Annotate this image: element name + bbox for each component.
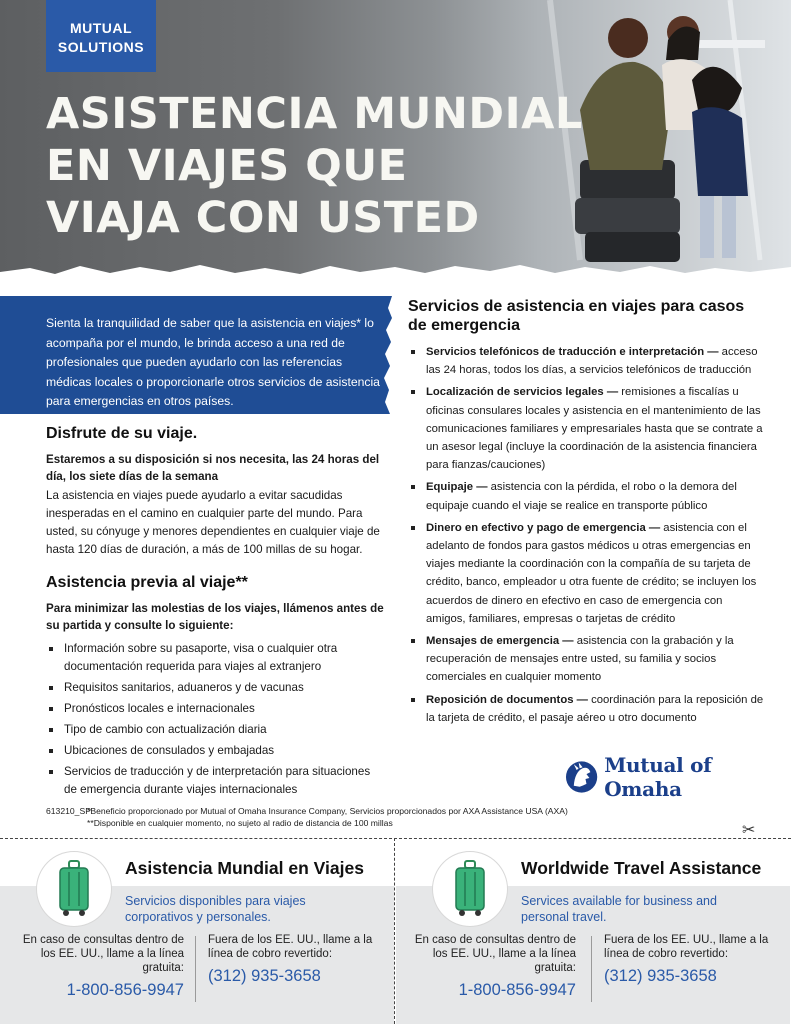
mutual-of-omaha-logo (565, 753, 791, 801)
torn-paper-edge (0, 246, 791, 290)
service-text: remisiones a fiscalías u oficinas consulares locales y asistencia en el mantenimiento de las comunicaciones familiares y empresariales hasta que se contrate a un asesor legal (incluye la coordinación de la asistencia financiera para fianzas/cauciones) (426, 386, 763, 472)
badge-line-1: MUTUAL (69, 20, 133, 36)
intro-text: Sienta la tranquilidad de saber que la asistencia en viajes* lo acompaña por el mundo, le brinda acceso a una red de profesionales que pueden ayudarlo con las referencias médicas locales o proporcionarle otros servicios de asistencia para emergencias en otros países. (46, 316, 380, 408)
list-item (408, 383, 764, 474)
service-term: Dinero en efectivo y pago de emergencia — (426, 521, 661, 534)
service-text: asistencia con el adelanto de fondos para gastos médicos u otras emergencias en viajes mediante la coordinación con la compañía de su tarjeta de crédito, banco, empleador u otra fuente de crédito; se incluyen los acuerdos de dinero en efectivo en caso de emergencia con amigos, familiares, empresas o tarjetas de crédito (426, 521, 757, 625)
scissors-icon: ✂ (742, 822, 756, 839)
service-term: Reposición de documentos — (426, 693, 588, 706)
column-divider (591, 936, 592, 1002)
card-subtitle: Servicios disponibles para viajes corporativos y personales. (125, 894, 306, 924)
wallet-card-english (396, 840, 790, 1024)
suitcase-icon (453, 860, 487, 918)
luggage-badge (433, 852, 507, 926)
card-subtitle: Services available for business and personal travel. (521, 894, 717, 924)
collect-phone[interactable]: (312) 935-3658 (208, 967, 321, 985)
cut-line-horizontal (0, 838, 791, 839)
collect-phone[interactable]: (312) 935-3658 (604, 967, 717, 985)
toll-free-phone[interactable]: 1-800-856-9947 (458, 981, 576, 999)
international-column (208, 933, 388, 983)
pretrip-lead: Para minimizar las molestias de los viajes, llámenos antes de su partida y consulte lo siguiente: (46, 602, 384, 632)
badge-line-2: SOLUTIONS (57, 39, 145, 55)
title-line-3: VIAJA CON USTED (46, 193, 480, 243)
column-divider (195, 936, 196, 1002)
footnotes (46, 805, 568, 829)
pretrip-heading: Asistencia previa al viaje** (46, 574, 248, 591)
list-item (408, 343, 764, 379)
indian-head-logo-icon (565, 760, 598, 794)
wallet-card-spanish (0, 840, 394, 1024)
footnote-2: **Disponible en cualquier momento, no sujeto al radio de distancia de 100 millas (87, 818, 393, 828)
service-text: asistencia con la grabación y la recuperación de mensajes entre usted, su familia y socios comerciales en cualquier momento (426, 635, 734, 684)
suitcase-icon (57, 860, 91, 918)
list-item: Servicios de traducción y de interpretación para situaciones de emergencia durante viajes internacionales (46, 763, 384, 799)
list-item (408, 632, 764, 687)
enjoy-body: La asistencia en viajes puede ayudarlo a evitar sacudidas inesperadas en el camino en cualquier parte del mundo. Para usted, su cónyuge y menores dependientes en cualquier viaje de hasta 120 días de duración, a más de 100 millas de su hogar. (46, 489, 380, 556)
hero-banner (0, 0, 791, 290)
emergency-heading: Servicios de asistencia en viajes para casos de emergencia (408, 298, 745, 334)
international-label: Fuera de los EE. UU., llame a la línea de cobro revertido: (208, 934, 373, 960)
domestic-column (402, 933, 576, 997)
list-item (408, 691, 764, 727)
enjoy-heading: Disfrute de su viaje. (46, 425, 198, 442)
domestic-column (10, 933, 184, 997)
card-title: Worldwide Travel Assistance (521, 858, 762, 878)
form-code: 613210_SP (46, 806, 91, 816)
intro-panel (0, 296, 392, 414)
card-phone-columns (0, 933, 394, 1013)
logo-wordmark: Mutual of Omaha (604, 753, 712, 801)
domestic-label: En caso de consultas dentro de los EE. UU., llame a la línea gratuita: (414, 934, 576, 974)
domestic-label: En caso de consultas dentro de los EE. UU., llame a la línea gratuita: (22, 934, 184, 974)
service-text: acceso las 24 horas, todos los días, a servicios telefónicos de traducción (426, 346, 758, 377)
title-line-1: ASISTENCIA MUNDIAL (46, 89, 583, 139)
page-title (46, 88, 606, 244)
emergency-services-list (408, 343, 764, 727)
international-label: Fuera de los EE. UU., llame a la línea de cobro revertido: (604, 934, 769, 960)
toll-free-phone[interactable]: 1-800-856-9947 (66, 981, 184, 999)
list-item (408, 478, 764, 514)
list-item (408, 519, 764, 628)
title-line-2: EN VIAJES QUE (46, 141, 408, 191)
list-item: Tipo de cambio con actualización diaria (46, 721, 384, 739)
mutual-solutions-badge (46, 0, 156, 72)
enjoy-lead: Estaremos a su disposición si nos necesita, las 24 horas del día, los siete días de la semana (46, 453, 380, 483)
service-term: Mensajes de emergencia — (426, 635, 574, 648)
footnote-1: *Beneficio proporcionado por Mutual of Omaha Insurance Company, Servicios proporcionados por AXA Assistance USA (AXA) (87, 806, 568, 816)
list-item: Información sobre su pasaporte, visa o cualquier otra documentación requerida para viajes al extranjero (46, 640, 384, 676)
list-item: Ubicaciones de consulados y embajadas (46, 742, 384, 760)
luggage-badge (37, 852, 111, 926)
service-term: Equipaje — (426, 481, 488, 494)
pretrip-list (46, 640, 384, 799)
service-term: Localización de servicios legales — (426, 386, 619, 399)
service-term: Servicios telefónicos de traducción e interpretación — (426, 346, 719, 358)
left-column (46, 424, 384, 802)
list-item: Pronósticos locales e internacionales (46, 700, 384, 718)
international-column (604, 933, 784, 983)
list-item: Requisitos sanitarios, aduaneros y de vacunas (46, 679, 384, 697)
cut-line-vertical (394, 838, 395, 1024)
service-text: asistencia con la pérdida, el robo o la demora del equipaje cuando el viaje se realice en transporte público (426, 481, 737, 512)
right-column (408, 297, 764, 731)
card-title: Asistencia Mundial en Viajes (125, 858, 364, 878)
service-text: coordinación para la reposición de la tarjeta de crédito, el pasaje aéreo u otro documento (426, 693, 764, 724)
card-phone-columns (396, 933, 790, 1013)
